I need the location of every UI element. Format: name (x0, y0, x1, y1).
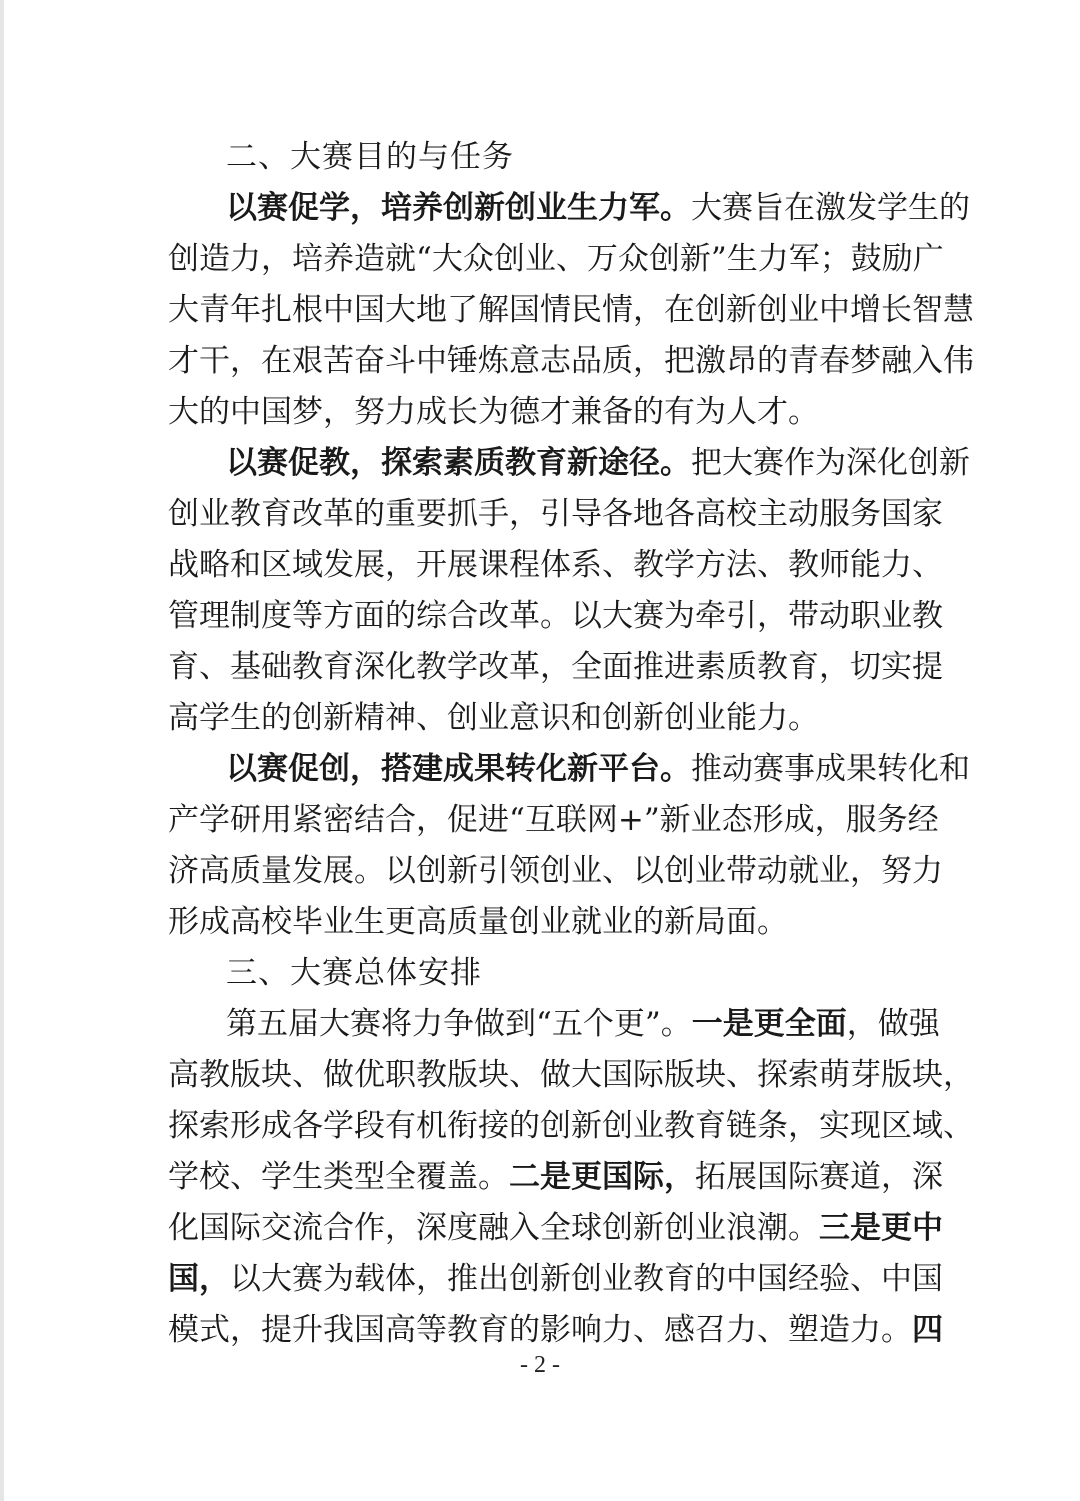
paragraph-innovation (168, 744, 970, 948)
text-line: 大青年扎根中国大地了解国情民情，在创新创业中增长智慧 (168, 292, 974, 328)
section-heading-purpose: 二、大赛目的与任务 (226, 139, 514, 175)
text-line (168, 999, 940, 1050)
bold-lead: 以赛促学，培养创新创业生力军。 (226, 190, 691, 226)
text-run: 化国际交流合作，深度融入全球创新创业浪潮。 (168, 1210, 819, 1246)
bold-run: 一是更全面 (691, 1006, 847, 1042)
text-line: 才干，在艰苦奋斗中锤炼意志品质，把激昂的青春梦融入伟 (168, 343, 974, 379)
text-line: 大的中国梦，努力成长为德才兼备的有为人才。 (168, 394, 819, 430)
text-run: 学校、学生类型全覆盖。 (168, 1159, 509, 1195)
document-body (168, 132, 974, 1356)
text-line (168, 183, 970, 234)
text-run: 模式，提升我国高等教育的影响力、感召力、塑造力。 (168, 1312, 912, 1348)
text-run: 以大赛为载体，推出创新创业教育的中国经验、中国 (230, 1261, 943, 1297)
text-line: 产学研用紧密结合，促进“互联网+”新业态形成，服务经 (168, 802, 939, 838)
text-line: 育、基础教育深化教学改革，全面推进素质教育，切实提 (168, 649, 943, 685)
text-line: 创造力，培养造就“大众创业、万众创新”生力军；鼓励广 (168, 241, 944, 277)
text-line: 形成高校毕业生更高质量创业就业的新局面。 (168, 904, 788, 940)
text-line (168, 1305, 943, 1356)
text-run: 推动赛事成果转化和 (691, 751, 970, 787)
text-run: 拓展国际赛道，深 (695, 1159, 943, 1195)
paragraph-teaching (168, 438, 970, 744)
text-line (168, 1203, 943, 1254)
page-number: - 2 - (520, 1352, 560, 1378)
text-run: 把大赛作为深化创新 (691, 445, 970, 481)
paragraph-five-mores (168, 999, 974, 1356)
bold-lead: 以赛促创，搭建成果转化新平台。 (226, 751, 691, 787)
bold-run: 二是更国际， (509, 1159, 695, 1195)
text-run: 第五届大赛将力争做到“五个更”。 (226, 1006, 692, 1042)
page-edge (0, 0, 4, 1501)
bold-run: 三是更中 (819, 1210, 943, 1246)
text-line (168, 438, 970, 489)
bold-lead: 以赛促教，探索素质教育新途径。 (226, 445, 691, 481)
paragraph-learning (168, 183, 974, 438)
text-line: 高学生的创新精神、创业意识和创新创业能力。 (168, 700, 819, 736)
bold-run: 四 (912, 1312, 943, 1348)
text-line: 高教版块、做优职教版块、做大国际版块、探索萌芽版块， (168, 1057, 974, 1093)
text-line: 战略和区域发展，开展课程体系、教学方法、教师能力、 (168, 547, 943, 583)
text-line (168, 1152, 943, 1203)
section-heading-arrangement: 三、大赛总体安排 (226, 955, 482, 991)
bold-run: 国， (168, 1261, 230, 1297)
text-line (168, 1254, 943, 1305)
text-run: ，做强 (846, 1006, 940, 1042)
text-line: 济高质量发展。以创新引领创业、以创业带动就业，努力 (168, 853, 943, 889)
text-line (168, 744, 970, 795)
text-line: 创业教育改革的重要抓手，引导各地各高校主动服务国家 (168, 496, 943, 532)
text-line: 探索形成各学段有机衔接的创新创业教育链条，实现区域、 (168, 1108, 974, 1144)
text-line: 管理制度等方面的综合改革。以大赛为牵引，带动职业教 (168, 598, 943, 634)
text-run: 大赛旨在激发学生的 (691, 190, 970, 226)
